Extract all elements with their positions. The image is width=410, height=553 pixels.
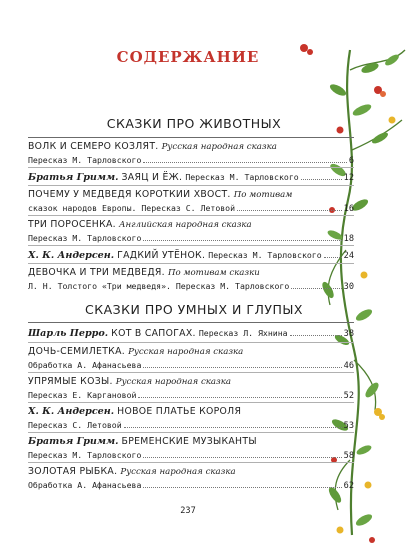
entry-divider bbox=[28, 402, 354, 403]
section-heading-animals: СКАЗКИ ПРО ЖИВОТНЫХ bbox=[106, 116, 282, 131]
toc-entry[interactable]: Братья Гримм. ЗАЯЦ И ЁЖ. Пересказ М. Тарловского 12 bbox=[28, 172, 354, 183]
toc-entry[interactable]: ДЕВОЧКА И ТРИ МЕДВЕДЯ. По мотивам сказки Л. Н. Толстого «Три медведя». Пересказ М. Тарловского 30 bbox=[28, 267, 354, 292]
toc-entry[interactable]: ВОЛК И СЕМЕРО КОЗЛЯТ. Русская народная сказка Пересказ М. Тарловского 6 bbox=[28, 141, 354, 166]
page-ref: 30 bbox=[343, 281, 354, 292]
section-rule bbox=[28, 322, 354, 323]
entry-divider bbox=[28, 372, 354, 373]
toc-entry[interactable]: Шарль Перро. КОТ В САПОГАХ. Пересказ Л. Яхнина 38 bbox=[28, 328, 354, 339]
page-ref: 18 bbox=[343, 233, 354, 244]
page-ref: 53 bbox=[343, 420, 354, 431]
page-ref: 58 bbox=[343, 450, 354, 461]
section-rule bbox=[28, 137, 354, 138]
toc-entry[interactable]: Х. К. Андерсен. НОВОЕ ПЛАТЬЕ КОРОЛЯ Пересказ С. Летовой 53 bbox=[28, 406, 354, 431]
section-heading-clever-and-foolish: СКАЗКИ ПРО УМНЫХ И ГЛУПЫХ bbox=[85, 302, 303, 317]
toc-entry[interactable]: ДОЧЬ-СЕМИЛЕТКА. Русская народная сказка Обработка А. Афанасьева 46 bbox=[28, 346, 354, 371]
page-ref: 38 bbox=[343, 329, 354, 339]
page-ref: 12 bbox=[343, 173, 354, 183]
toc-entry[interactable]: Братья Гримм. БРЕМЕНСКИЕ МУЗЫКАНТЫ Пересказ М. Тарловского 58 bbox=[28, 436, 354, 461]
page-ref: 6 bbox=[348, 155, 354, 166]
toc-entry[interactable]: Х. К. Андерсен. ГАДКИЙ УТЁНОК. Пересказ М. Тарловского 24 bbox=[28, 250, 354, 261]
entry-divider bbox=[28, 215, 354, 216]
entry-divider bbox=[28, 263, 354, 264]
entry-divider bbox=[28, 185, 354, 186]
entry-divider bbox=[28, 167, 354, 168]
page-ref: 62 bbox=[343, 480, 354, 491]
toc-entry[interactable]: УПРЯМЫЕ КОЗЫ. Русская народная сказка Пересказ Е. Каргановой 52 bbox=[28, 376, 354, 401]
page-ref: 16 bbox=[343, 203, 354, 214]
entry-divider bbox=[28, 462, 354, 463]
page-ref: 46 bbox=[343, 360, 354, 371]
entry-divider bbox=[28, 432, 354, 433]
toc-entry[interactable]: ЗОЛОТАЯ РЫБКА. Русская народная сказка Обработка А. Афанасьева 62 bbox=[28, 466, 354, 491]
toc-entry[interactable]: ПОЧЕМУ У МЕДВЕДЯ КОРОТКИЙ ХВОСТ. По мотивам сказок народов Европы. Пересказ С. Летовой 16 bbox=[28, 189, 354, 214]
entry-divider bbox=[28, 245, 354, 246]
page-ref: 52 bbox=[343, 390, 354, 401]
page-number: 237 bbox=[180, 506, 196, 516]
page-title: СОДЕРЖАНИЕ bbox=[116, 48, 260, 66]
page-ref: 24 bbox=[343, 251, 354, 261]
entry-divider bbox=[28, 342, 354, 343]
toc-entry[interactable]: ТРИ ПОРОСЁНКА. Английская народная сказка Пересказ М. Тарловского 18 bbox=[28, 219, 354, 244]
